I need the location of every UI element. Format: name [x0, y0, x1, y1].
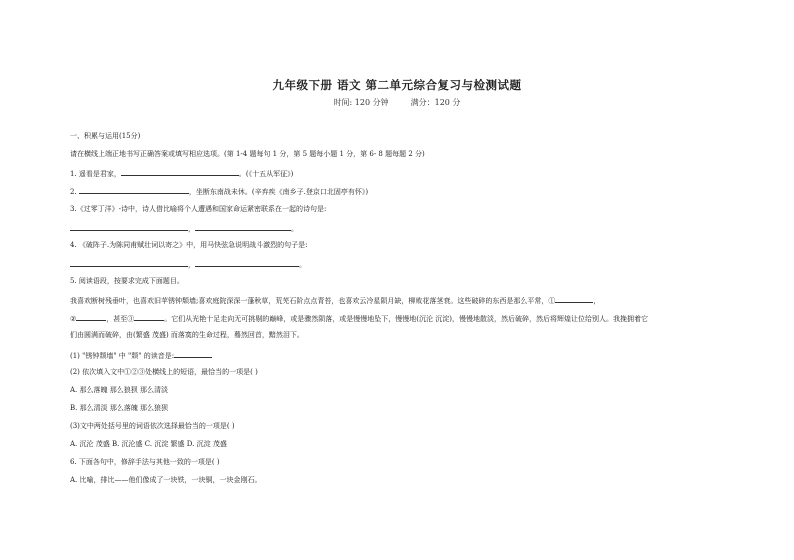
question-6: 6. 下面各句中，修辞手法与其他一致的一项是( )	[70, 458, 220, 466]
q1-text: 1. 遥看是君家，	[70, 170, 121, 178]
q3-separator: ，	[188, 225, 195, 233]
q3-end: 。	[291, 225, 298, 233]
page-title: 九年级下册 语文 第二单元综合复习与检测试题	[272, 78, 522, 92]
passage-marker-3: ，甚至③	[106, 315, 135, 323]
q3-blank-2[interactable]	[195, 223, 291, 231]
q4-blank-2[interactable]	[195, 259, 299, 267]
q1-blank[interactable]	[121, 168, 239, 176]
sub-question-1-blank[interactable]	[174, 350, 212, 358]
question-4: 4. 《破阵子.为陈同甫赋壮词以寄之》中，用马快弦急说明战斗激烈的句子是:	[70, 241, 308, 249]
option-b: B. 那么清淡 那么落魄 那么狼狈	[70, 404, 169, 412]
passage-comma: ，	[593, 297, 601, 305]
blank-2[interactable]	[76, 313, 106, 321]
sub-question-3-options: A. 沉沦 茂盛 B. 沉沦盛 C. 沉淀 繁盛 D. 沉淀 茂盛	[70, 440, 227, 448]
question-3: 3.《过零丁洋》-诗中，诗人借比喻将个人遭遇和国家命运紧密联系在一起的诗句是:	[70, 205, 327, 213]
option-a: A. 那么落魄 那么狼狈 那么清淡	[70, 386, 168, 394]
question-1	[70, 168, 293, 179]
blank-1[interactable]	[555, 295, 593, 303]
exam-score: 满分：120 分	[410, 98, 461, 107]
q4-end: 。	[299, 261, 306, 269]
q1-source: 。(《十五从军征》)	[238, 170, 294, 178]
passage-text-2: 。它们从光艳十足走向无可挑剔的巅峰，或是骤然陨落，或是慢慢地坠下，慢慢地(沉沦 沉淀)，慢慢地散淡，然后破碎，然后将辉煌让位给别人。我挽拥着它	[164, 315, 648, 323]
question-6-option-a: A. 比喻，排比——他们像成了一块铁，一块铜，一块金刚石。	[70, 476, 262, 484]
passage-text-1: 我喜欢断树残垂叶，也喜欢旧苹锈钟颓墙;喜欢庭院深深一蓬秋草，荒芜石阶点点青苔，也喜欢云冷星陨月缺，柳败花落茎衰。这些破碎的东西是那么平常，①	[70, 297, 556, 305]
q2-number: 2.	[70, 188, 79, 196]
sub-question-1	[70, 350, 212, 361]
passage-marker-2: ②	[70, 315, 77, 323]
instruction-text: 请在横线上端正地书写正确答案或填写相应选项。(第 1-4 题每句 1 分，第 5 题每小题 1 分，第 6- 8 题每题 2 分)	[70, 150, 425, 158]
exam-meta	[0, 97, 794, 108]
passage-line-3: 们由圆满而破碎，由(繁盛 茂盛) 而落寞的生命过程，蓦然回首，黯然泪下。	[70, 331, 304, 339]
question-3-answer	[70, 223, 298, 234]
section-heading: 一、积累与运用(15分)	[70, 132, 141, 140]
q4-separator: ，	[188, 261, 195, 269]
q3-blank-1[interactable]	[70, 223, 188, 231]
passage-line-1	[70, 295, 600, 306]
question-5: 5. 阅读语段，按要求完成下面题目。	[70, 277, 184, 285]
q2-blank[interactable]	[79, 186, 189, 194]
exam-time: 时间: 120 分钟	[333, 98, 389, 107]
q4-blank-1[interactable]	[70, 259, 188, 267]
question-4-answer	[70, 259, 306, 270]
sub-question-1-text: (1) "锈钟颓墙" 中 "颓" 的读音是:	[70, 352, 175, 360]
question-2	[70, 186, 368, 197]
sub-question-2: (2) 依次填入文中①②③处横线上的短语，最恰当的一项是( )	[70, 368, 258, 376]
q2-source: ，坐断东南战未休。(辛弃疾《南乡子.登京口北固亭有怀》)	[188, 188, 369, 196]
blank-3[interactable]	[134, 313, 164, 321]
passage-line-2	[70, 313, 648, 324]
sub-question-3: (3)文中两处括号里的词语依次选择最恰当的一项是( )	[70, 422, 235, 430]
